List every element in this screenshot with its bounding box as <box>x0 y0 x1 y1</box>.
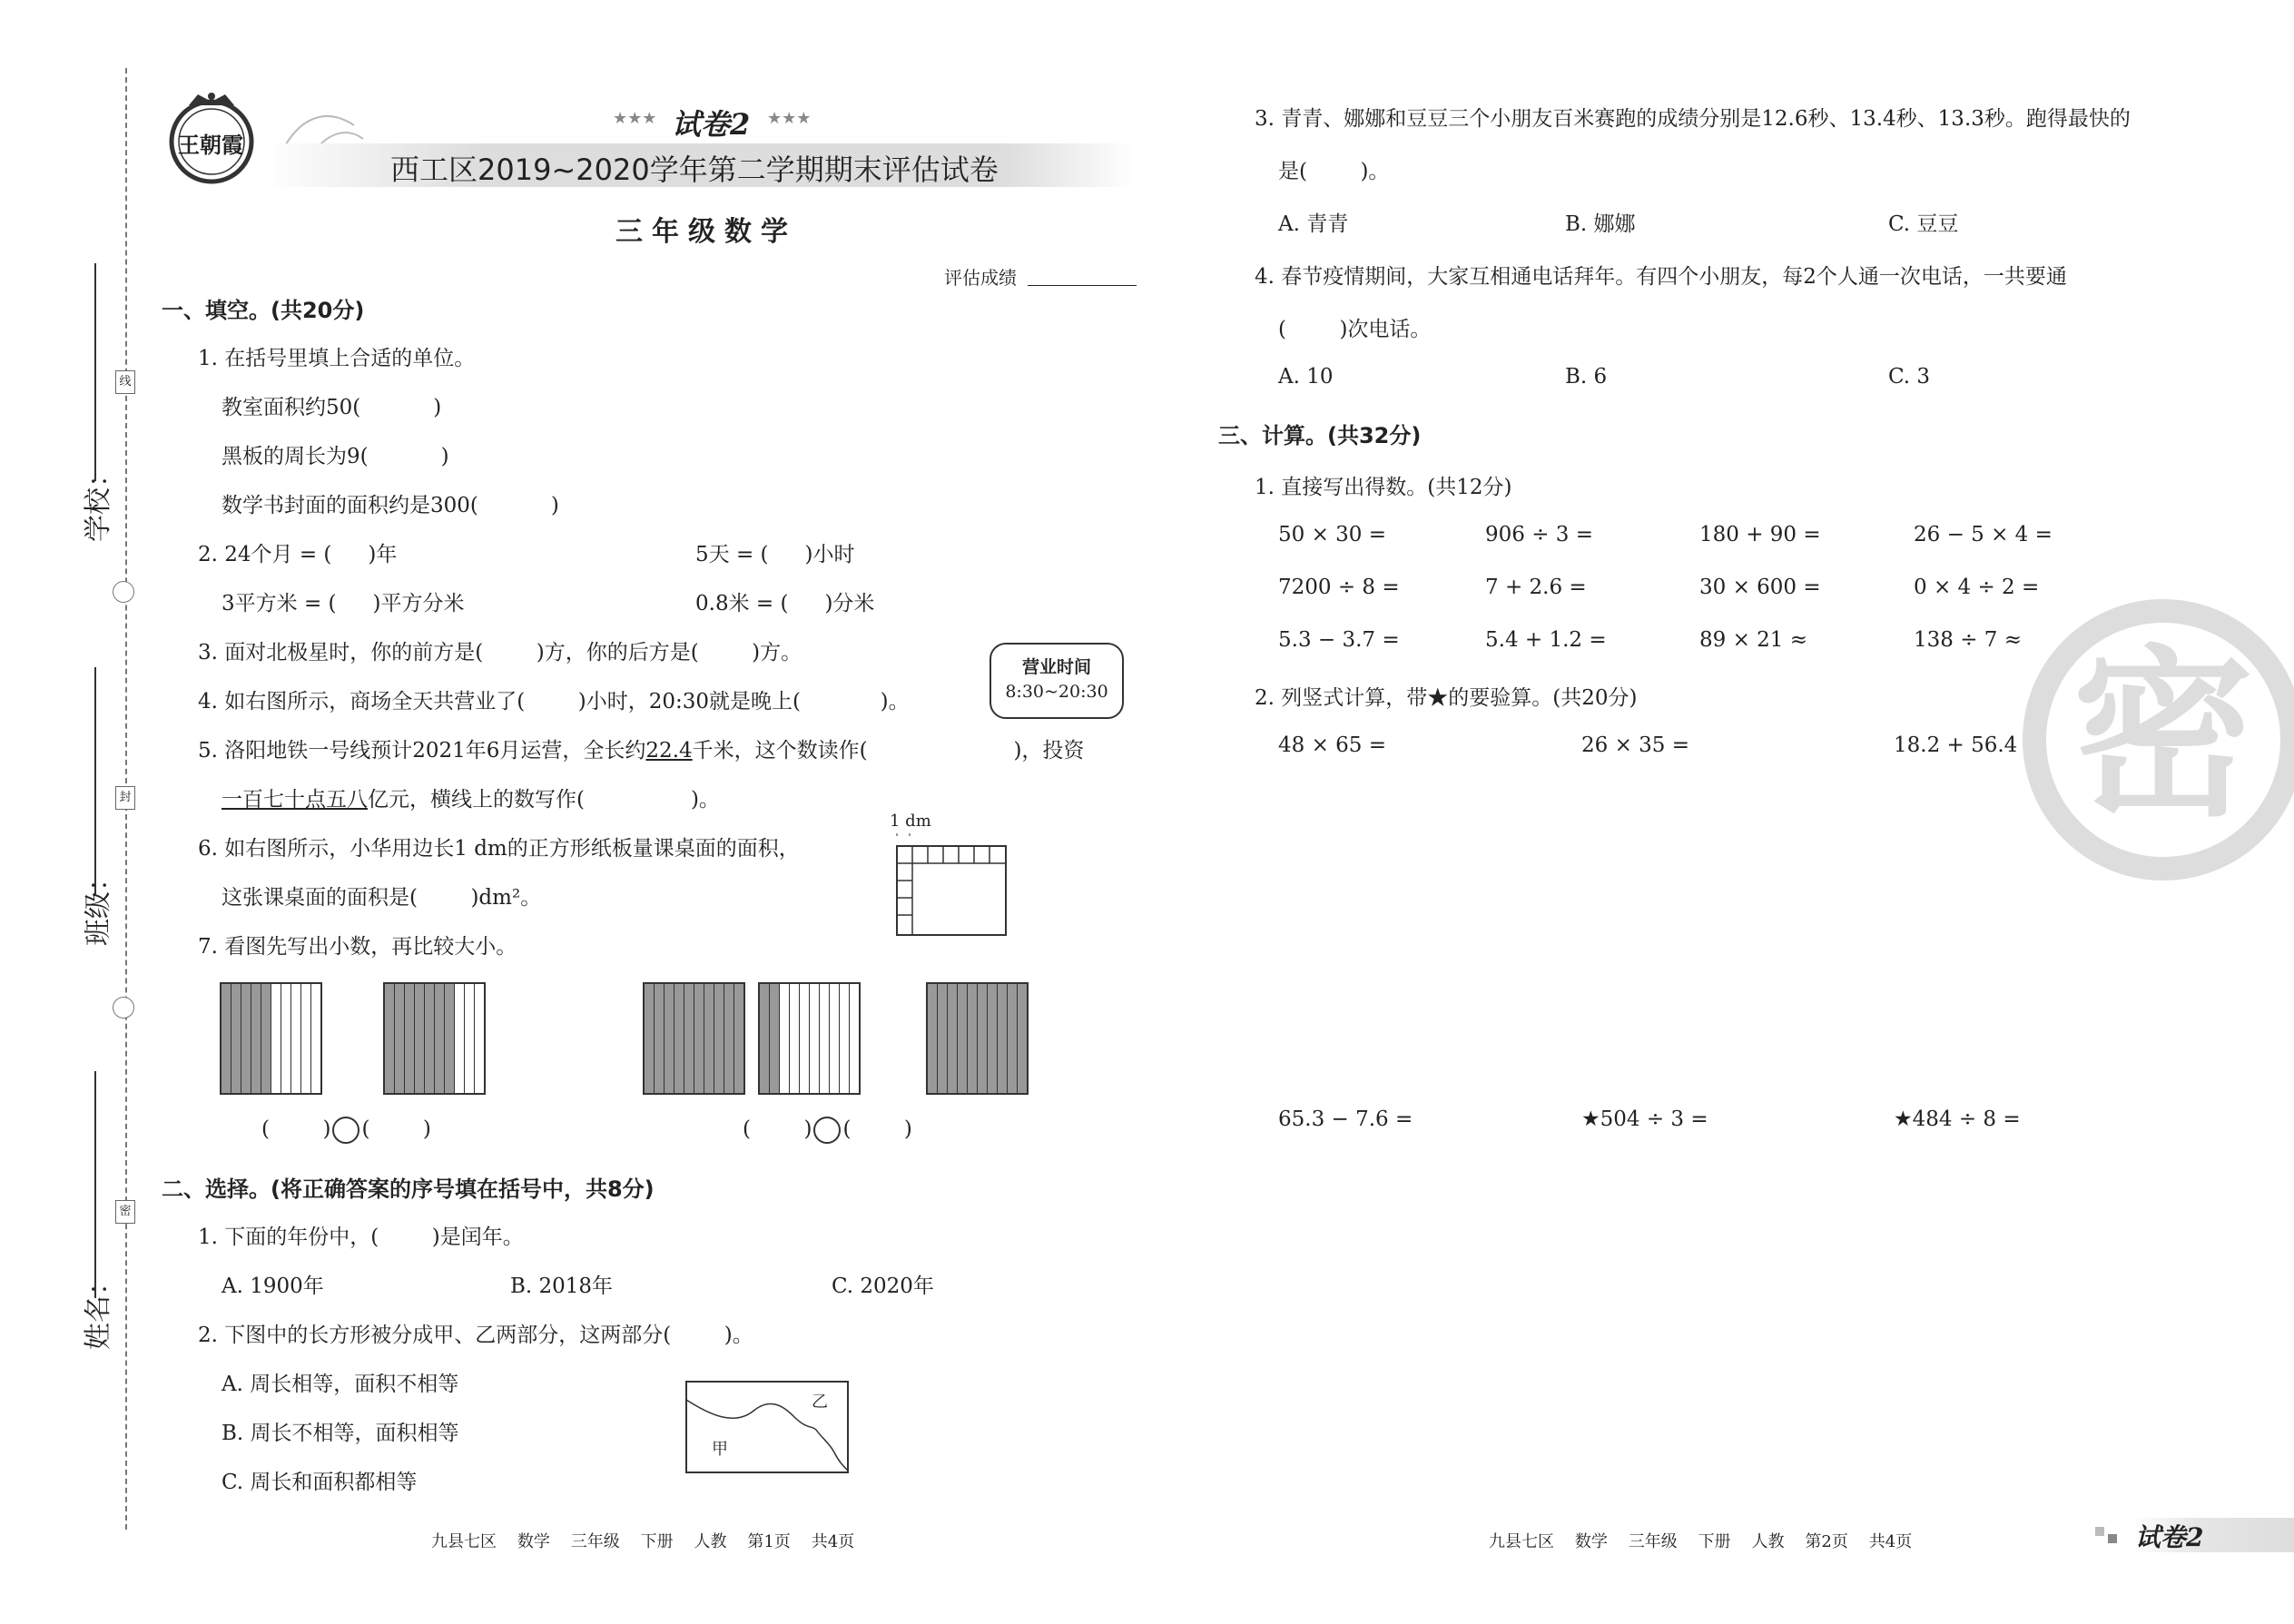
s2-q1-option-a: A. 1900年 <box>222 1275 324 1298</box>
footer-square-icon <box>2095 1527 2104 1536</box>
oral-calc: 906 ÷ 3 = <box>1485 523 1594 546</box>
s2-q1-stem: 1. 下面的年份中，( )是闰年。 <box>198 1225 524 1249</box>
s2-q4-option-b: B. 6 <box>1565 365 1608 389</box>
hours-title: 营业时间 <box>1021 657 1091 677</box>
binding-box-seal: 封 <box>115 786 135 810</box>
q3: 3. 面对北极星时，你的前方是( )方，你的后方是( )方。 <box>198 641 802 664</box>
logo-text: 王朝霞 <box>178 132 243 158</box>
vertical-calc: 26 × 35 = <box>1581 733 1690 757</box>
q7-compare-right: ( ) ( ) <box>743 1117 912 1144</box>
vertical-calc: ★484 ÷ 8 = <box>1894 1107 2021 1131</box>
oral-calc: 0 × 4 ÷ 2 = <box>1914 576 2040 599</box>
fig-part-yi: 乙 <box>812 1393 828 1412</box>
oral-calc: 7200 ÷ 8 = <box>1278 576 1400 599</box>
s2-q2-stem: 2. 下图中的长方形被分成甲、乙两部分，这两部分( )。 <box>198 1324 753 1347</box>
vertical-calc: 65.3 − 7.6 = <box>1278 1107 1413 1131</box>
s2-q3-option-a: A. 青青 <box>1278 212 1349 236</box>
q5-line1: 5. 洛阳地铁一号线预计2021年6月运营，全长约22.4千米，这个数读作( )，投资 <box>198 739 1085 763</box>
s2-q4-line1: 4. 春节疫情期间，大家互相通电话拜年。有四个小朋友，每2个人通一次电话，一共要通 <box>1255 265 2067 289</box>
q1-stem: 1. 在括号里填上合适的单位。 <box>198 347 476 370</box>
exam-title: 西工区2019~2020学年第二学期期末评估试卷 <box>390 153 999 187</box>
hours-time: 8:30~20:30 <box>1005 682 1108 702</box>
decimal-bar-b <box>383 982 486 1095</box>
score-label: 评估成绩 <box>944 267 1017 289</box>
q2-d: 0.8米 = ( )分米 <box>695 592 875 615</box>
s2-q3-option-c: C. 豆豆 <box>1888 212 1959 236</box>
q6-fig-label: 1 dm <box>890 812 931 831</box>
footer-left: 九县七区 数学 三年级 下册 人教 第1页 共4页 <box>431 1532 855 1551</box>
school-label: 学校： <box>83 460 114 542</box>
q7-stem: 7. 看图先写出小数，再比较大小。 <box>198 935 517 959</box>
oral-calc: 89 × 21 ≈ <box>1699 628 1808 652</box>
school-underline <box>94 263 96 481</box>
footer-right: 九县七区 数学 三年级 下册 人教 第2页 共4页 <box>1489 1532 1913 1551</box>
s2-q1-option-b: B. 2018年 <box>510 1275 614 1298</box>
decimal-bar-d <box>926 982 1029 1095</box>
footer-square-icon <box>2108 1534 2117 1543</box>
fig-part-jia: 甲 <box>712 1440 728 1459</box>
class-underline <box>94 667 96 894</box>
s2-q3-line1: 3. 青青、娜娜和豆豆三个小朋友百米赛跑的成绩分别是12.6秒、13.4秒、13.3秒。跑得最快的 <box>1255 107 2131 131</box>
s2-q1-option-c: C. 2020年 <box>832 1275 934 1298</box>
footer-tab: 试卷2 <box>2135 1522 2204 1552</box>
s2-q4-line2: ( )次电话。 <box>1278 318 1432 341</box>
vertical-calc: 48 × 65 = <box>1278 733 1387 757</box>
binding-hole-icon <box>113 581 134 603</box>
q7-compare-left: ( ) ( ) <box>261 1117 431 1144</box>
q2-b: 5天 = ( )小时 <box>695 543 855 566</box>
decimal-bar-a <box>220 982 322 1095</box>
q6-line1: 6. 如右图所示，小华用边长1 dm的正方形纸板量课桌面的面积， <box>198 837 800 861</box>
s2-q3-option-b: B. 娜娜 <box>1565 212 1636 236</box>
compare-circle[interactable] <box>332 1117 359 1144</box>
vertical-calc: 18.2 + 56.4 = <box>1894 733 2042 757</box>
oral-calc: 26 − 5 × 4 = <box>1914 523 2053 546</box>
secret-seal-watermark: 密 <box>2023 599 2294 881</box>
q2-a: 2. 24个月 = ( )年 <box>198 543 398 566</box>
oral-calc: 5.4 + 1.2 = <box>1485 628 1607 652</box>
q1-c: 数学书封面的面积约是300( ) <box>222 494 559 517</box>
name-label: 姓名： <box>83 1268 114 1350</box>
oral-calc: 30 × 600 = <box>1699 576 1821 599</box>
score-field[interactable] <box>1028 285 1137 286</box>
binding-box-line: 线 <box>115 370 135 394</box>
binding-box-secret: 密 <box>115 1200 135 1224</box>
binding-hole-icon <box>113 997 134 1019</box>
oral-calc: 5.3 − 3.7 = <box>1278 628 1400 652</box>
section3-heading: 三、计算。(共32分) <box>1218 423 1422 448</box>
business-hours-box <box>989 643 1124 719</box>
section2-heading: 二、选择。(将正确答案的序号填在括号中，共8分) <box>162 1176 655 1202</box>
oral-calc: 138 ÷ 7 ≈ <box>1914 628 2023 652</box>
decimal-bar-c1 <box>643 982 745 1095</box>
oral-calc: 50 × 30 = <box>1278 523 1387 546</box>
s2-q4-option-c: C. 3 <box>1888 365 1931 389</box>
s3-q1-stem: 1. 直接写出得数。(共12分) <box>1255 476 1512 499</box>
q1-b: 黑板的周长为9( ) <box>222 445 449 468</box>
q6-line2: 这张课桌面的面积是( )dm²。 <box>222 886 542 910</box>
s2-q4-option-a: A. 10 <box>1278 365 1334 389</box>
vertical-calc: ★504 ÷ 3 = <box>1581 1107 1708 1131</box>
stars-right: ★★★ <box>767 109 812 128</box>
q1-a: 教室面积约50( ) <box>222 396 442 419</box>
oral-calc: 7 + 2.6 = <box>1485 576 1587 599</box>
paper-label: 试卷2 <box>672 107 751 142</box>
compare-circle[interactable] <box>813 1117 841 1144</box>
s2-q2-option-b: B. 周长不相等，面积相等 <box>222 1422 459 1445</box>
class-label: 班级： <box>83 864 114 946</box>
name-underline <box>94 1071 96 1298</box>
s3-q2-stem: 2. 列竖式计算，带★的要验算。(共20分) <box>1255 686 1638 710</box>
q2-c: 3平方米 = ( )平方分米 <box>222 592 465 615</box>
s2-q2-option-c: C. 周长和面积都相等 <box>222 1471 418 1494</box>
oral-calc: 180 + 90 = <box>1699 523 1821 546</box>
q5-line2: 一百七十点五八亿元，横线上的数写作( )。 <box>222 788 720 812</box>
q4: 4. 如右图所示，商场全天共营业了( )小时，20:30就是晚上( )。 <box>198 690 910 714</box>
section1-heading: 一、填空。(共20分) <box>162 298 365 323</box>
stars-left: ★★★ <box>613 109 657 128</box>
desk-grid-figure <box>894 833 1008 942</box>
s2-q3-line2: 是( )。 <box>1278 160 1390 183</box>
subject-title: 三年级数学 <box>615 216 797 248</box>
s2-q2-option-a: A. 周长相等，面积不相等 <box>222 1373 459 1396</box>
decimal-bar-c2 <box>758 982 861 1095</box>
